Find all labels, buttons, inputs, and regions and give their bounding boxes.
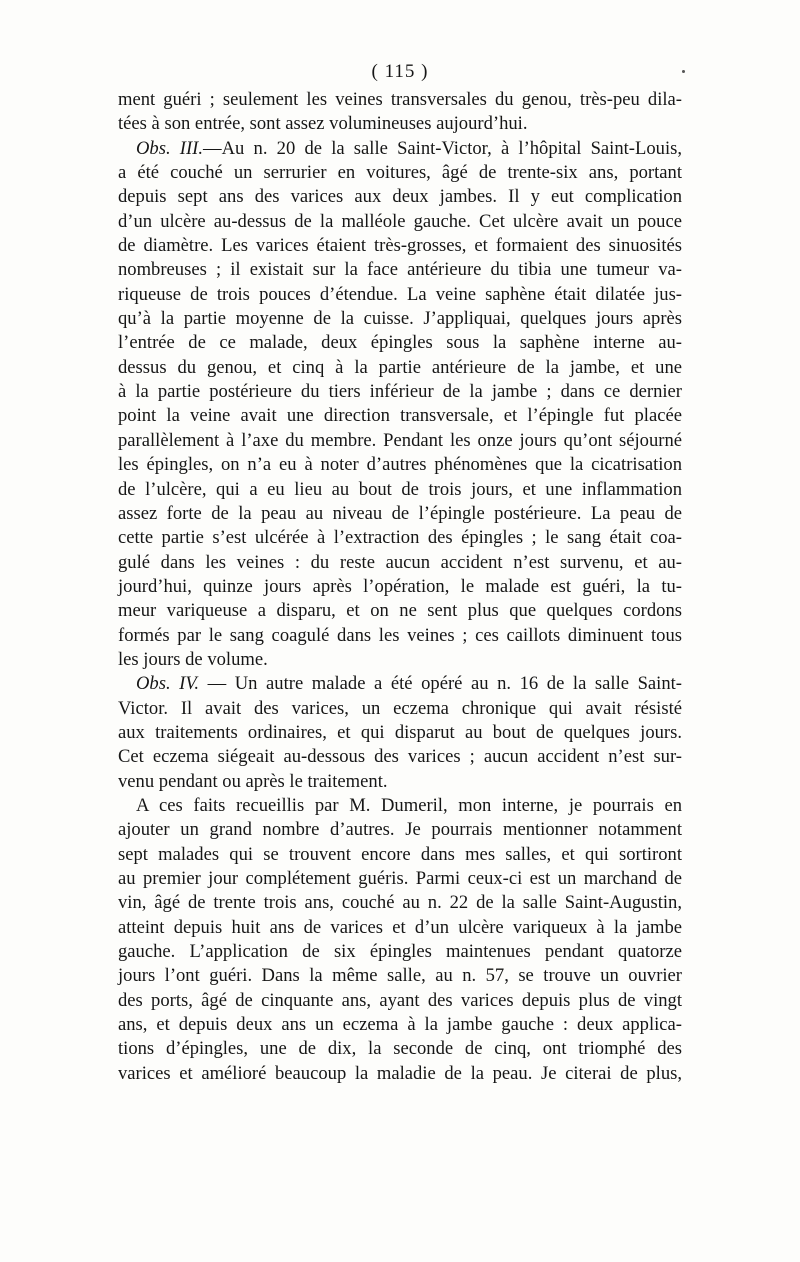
line-text: formés par le sang coagulé dans les veines ; ces caillots diminuent tous	[118, 624, 682, 646]
text-line	[118, 818, 682, 842]
line-text: point la veine avait une direction transversale, et l’épingle fut placée	[118, 405, 682, 427]
line-text: de l’ulcère, qui a eu lieu au bout de trois jours, et une inflammation	[118, 478, 682, 500]
text-line	[118, 331, 682, 355]
text-line	[118, 380, 682, 404]
text-line	[118, 551, 682, 575]
text-line	[118, 307, 682, 331]
line-text: à la partie postérieure du tiers inférieur de la jambe ; dans ce dernier	[118, 381, 682, 403]
line-text: parallèlement à l’axe du membre. Pendant les onze jours qu’ont séjourné	[118, 429, 682, 451]
text-line	[118, 672, 682, 696]
line-text: depuis sept ans des varices aux deux jambes. Il y eut complication	[118, 186, 682, 208]
text-line	[118, 88, 682, 112]
text-line	[118, 867, 682, 891]
text-line	[118, 185, 682, 209]
line-text: les épingles, on n’a eu à noter d’autres phénomènes que la cicatrisation	[118, 454, 682, 476]
text-line	[118, 137, 682, 161]
line-text: Victor. Il avait des varices, un eczema chronique qui avait résisté	[118, 697, 682, 719]
line-text: assez forte de la peau au niveau de l’épingle postérieure. La peau de	[118, 502, 682, 524]
text-line	[118, 283, 682, 307]
text-line	[118, 697, 682, 721]
line-text: jourd’hui, quinze jours après l’opération, le malade est guéri, la tu-	[118, 575, 682, 597]
text-line	[118, 843, 682, 867]
text-line	[118, 112, 682, 136]
text-line	[118, 502, 682, 526]
text-line	[118, 745, 682, 769]
line-text: des ports, âgé de cinquante ans, ayant des varices depuis plus de vingt	[118, 989, 682, 1011]
line-text: meur variqueuse a disparu, et on ne sent plus que quelques cordons	[118, 600, 682, 622]
line-text: cette partie s’est ulcérée à l’extraction des épingles ; le sang était coa-	[118, 527, 682, 549]
line-text: sept malades qui se trouvent encore dans mes salles, et qui sortiront	[118, 843, 682, 865]
line-text: jours l’ont guéri. Dans la même salle, au n. 57, se trouve un ouvrier	[118, 965, 682, 987]
line-text: nombreuses ; il existait sur la face antérieure du tibia une tumeur va-	[118, 259, 682, 281]
line-text: A ces faits recueillis par M. Dumeril, mon interne, je pourrais en	[136, 794, 682, 816]
line-text: tions d’épingles, une de dix, la seconde de cinq, ont triomphé des	[118, 1038, 682, 1060]
text-line	[118, 1037, 682, 1061]
line-text: vin, âgé de trente trois ans, couché au n. 22 de la salle Saint-Augustin,	[118, 892, 682, 914]
body-text	[118, 88, 682, 1086]
line-text: ment guéri ; seulement les veines transversales du genou, très-peu dila-	[118, 89, 682, 110]
text-line	[118, 648, 682, 672]
text-line	[118, 356, 682, 380]
text-line	[118, 891, 682, 915]
text-line	[118, 1062, 682, 1086]
line-text: venu pendant ou après le traitement.	[118, 770, 388, 792]
ink-speck	[682, 70, 685, 73]
line-text: a été couché un serrurier en voitures, âgé de trente-six ans, portant	[118, 162, 682, 184]
line-text: au premier jour complétement guéris. Parmi ceux-ci est un marchand de	[118, 868, 682, 889]
page-number: ( 115 )	[371, 61, 429, 82]
line-text: Cet eczema siégeait au-dessous des varices ; aucun accident n’est sur-	[118, 746, 682, 768]
text-line	[118, 210, 682, 234]
line-text: varices et amélioré beaucoup la maladie de la peau. Je citerai de plus,	[118, 1062, 682, 1084]
text-line	[118, 575, 682, 599]
line-text: aux traitements ordinaires, et qui disparut au bout de quelques jours.	[118, 721, 682, 743]
line-text: gulé dans les veines : du reste aucun accident n’est survenu, et au-	[118, 551, 682, 573]
text-line	[118, 940, 682, 964]
text-line	[118, 161, 682, 185]
text-line	[118, 721, 682, 745]
text-line	[118, 964, 682, 988]
line-text: tées à son entrée, sont assez volumineuses aujourd’hui.	[118, 113, 528, 135]
text-line	[118, 404, 682, 428]
text-line	[118, 258, 682, 282]
text-line	[118, 478, 682, 502]
line-text: qu’à la partie moyenne de la cuisse. J’appliquai, quelques jours après	[118, 308, 682, 330]
line-text: ans, et depuis deux ans un eczema à la jambe gauche : deux applica-	[118, 1014, 682, 1036]
line-text: — Un autre malade a été opéré au n. 16 de la salle Saint-	[199, 673, 682, 695]
text-line	[118, 770, 682, 794]
text-line	[118, 989, 682, 1013]
text-line	[118, 1013, 682, 1037]
text-line	[118, 916, 682, 940]
text-line	[118, 429, 682, 453]
text-line	[118, 234, 682, 258]
line-text: gauche. L’application de six épingles maintenues pendant quatorze	[118, 941, 682, 963]
line-text: les jours de volume.	[118, 648, 268, 670]
text-line	[118, 453, 682, 477]
text-line	[118, 526, 682, 550]
observation-label: Obs. III.	[136, 137, 204, 159]
text-line	[118, 599, 682, 623]
line-text: riqueuse de trois pouces d’étendue. La veine saphène était dilatée jus-	[118, 283, 682, 305]
line-text: —Au n. 20 de la salle Saint-Victor, à l’hôpital Saint-Louis,	[203, 137, 683, 159]
text-line	[118, 624, 682, 648]
line-text: ajouter un grand nombre d’autres. Je pourrais mentionner notamment	[118, 819, 682, 841]
observation-label: Obs. IV.	[136, 673, 199, 695]
line-text: de diamètre. Les varices étaient très-grosses, et formaient des sinuosités	[118, 235, 682, 257]
line-text: d’un ulcère au-dessus de la malléole gauche. Cet ulcère avait un pouce	[118, 210, 682, 232]
line-text: l’entrée de ce malade, deux épingles sous la saphène interne au-	[118, 332, 682, 354]
line-text: dessus du genou, et cinq à la partie antérieure de la jambe, et une	[118, 356, 682, 378]
line-text: atteint depuis huit ans de varices et d’un ulcère variqueux à la jambe	[118, 916, 682, 938]
text-line	[118, 794, 682, 818]
